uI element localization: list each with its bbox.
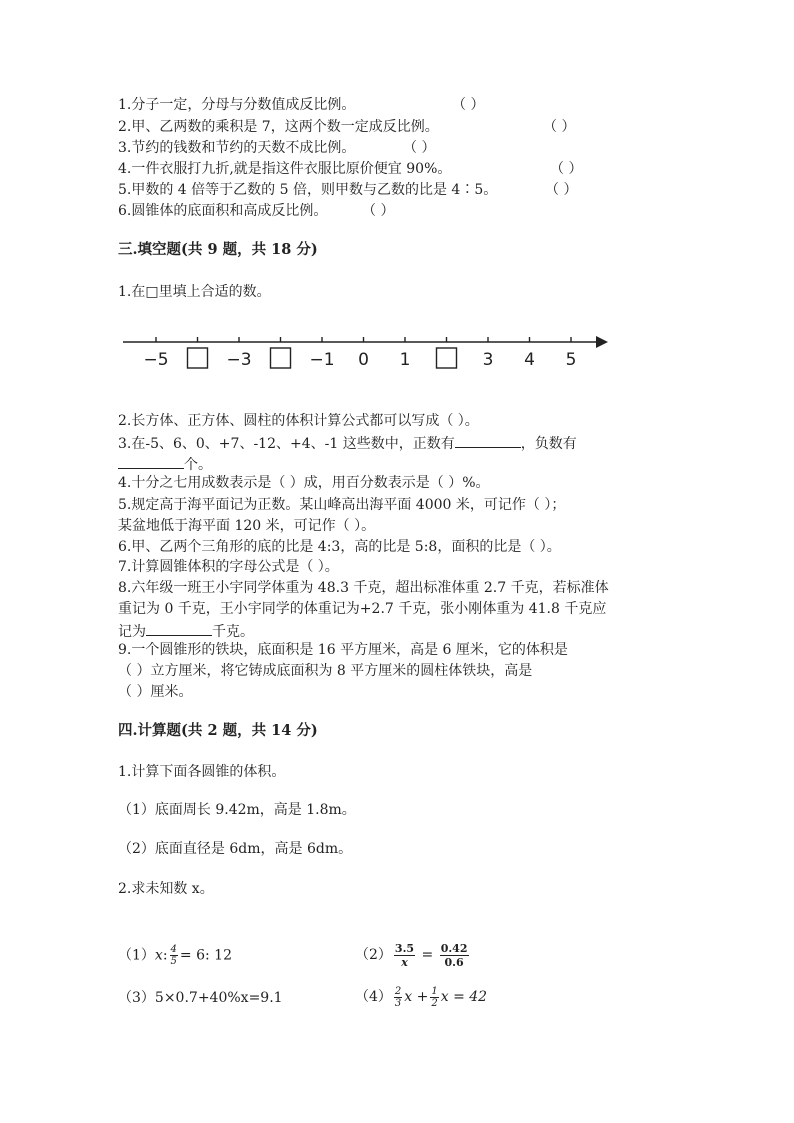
equation-label: （2） — [355, 947, 392, 963]
fraction-numerator: 4 — [170, 944, 177, 955]
fraction-denominator: x — [401, 955, 408, 969]
fraction-denominator: 3 — [394, 997, 402, 1009]
number-line-label: −1 — [309, 350, 335, 370]
fraction-denominator: 2 — [431, 997, 438, 1009]
fill-q3-text-b: ，负数有 — [520, 436, 577, 452]
number-line-answer-box[interactable] — [437, 348, 457, 368]
fraction-3.5-x — [394, 942, 415, 969]
judge-text: 3.节约的钱数和节约的天数不成比例。 — [118, 140, 356, 156]
judge-paren-5[interactable]: （ ） — [545, 182, 578, 198]
judge-text: 2.甲、乙两数的乘积是 7，这两个数一定成反比例。 — [118, 119, 439, 135]
number-line-arrow — [596, 336, 608, 348]
number-line-label: 3 — [482, 350, 494, 370]
equation-term-1: x + — [404, 989, 429, 1005]
equation-label: （4） — [355, 989, 392, 1005]
number-line-label: −5 — [143, 350, 169, 370]
fraction-numerator: 3.5 — [394, 941, 415, 955]
judge-paren-1[interactable]: （ ） — [452, 97, 485, 113]
judge-paren-2[interactable]: （ ） — [543, 119, 576, 135]
fraction-1-2 — [430, 986, 438, 1009]
judge-item-5 — [118, 181, 497, 199]
judge-text: 1.分子一定，分母与分数值成反比例。 — [118, 97, 356, 113]
equation-var: x — [154, 947, 163, 964]
fill-q3-blank-positive[interactable] — [455, 433, 521, 448]
number-line — [118, 330, 618, 380]
equation-label: （1） — [118, 947, 155, 964]
calc-q1-1: （1）底面周长 9.42m，高是 1.8m。 — [118, 802, 356, 818]
fill-q3-text-c: 个。 — [184, 457, 212, 473]
fill-q3 — [118, 433, 577, 453]
fraction-0.42-0.6 — [440, 942, 469, 969]
equation-rest: = 6: 12 — [179, 947, 232, 964]
calc-section-heading: 四.计算题(共 2 题，共 14 分) — [118, 722, 318, 739]
calc-q1: 1.计算下面各圆锥的体积。 — [118, 764, 286, 780]
fill-q8-line1: 8.六年级一班王小宇同学体重为 48.3 千克，超出标准体重 2.7 千克，若标准体 — [118, 580, 609, 596]
calc-q1-2: （2）底面直径是 6dm，高是 6dm。 — [118, 841, 353, 857]
equation-3 — [118, 989, 283, 1007]
judge-item-3 — [118, 139, 355, 157]
equation-text: 5×0.7+40%x=9.1 — [154, 990, 283, 1006]
fill-q9-line2: （ ）立方厘米，将它铸成底面积为 8 平方厘米的圆柱体铁块，高是 — [118, 663, 533, 679]
judge-paren-4[interactable]: （ ） — [550, 161, 583, 177]
fill-q2: 2.长方体、正方体、圆柱的体积计算公式都可以写成（ ）。 — [118, 413, 479, 429]
fill-q3-line2 — [118, 454, 212, 474]
fill-q8-line2: 重记为 0 千克，王小宇同学的体重记为+2.7 千克，张小刚体重为 41.8 千克应 — [118, 601, 607, 617]
fill-q8-blank[interactable] — [146, 621, 212, 636]
number-line-label: 5 — [565, 350, 577, 370]
judge-paren-6[interactable]: （ ） — [362, 203, 395, 219]
equation-2 — [355, 940, 471, 970]
judge-paren-3[interactable]: （ ） — [403, 140, 436, 156]
fill-q9-line3: （ ）厘米。 — [118, 684, 193, 700]
fill-q5-line2: 某盆地低于海平面 120 米，可记作（ ）。 — [118, 518, 376, 534]
equation-colon: : — [162, 947, 168, 964]
number-line-label: 0 — [358, 350, 369, 370]
equation-1 — [118, 944, 232, 967]
judge-item-4 — [118, 160, 451, 178]
number-line-label: 4 — [524, 350, 535, 370]
equation-label: （3） — [118, 990, 155, 1006]
judge-item-1 — [118, 96, 355, 114]
number-line-answer-box[interactable] — [188, 348, 208, 368]
fill-q7: 7.计算圆锥体积的字母公式是（ ）。 — [118, 559, 339, 575]
fill-section-heading: 三.填空题(共 9 题，共 18 分) — [118, 241, 318, 258]
equation-4 — [355, 985, 487, 1009]
judge-item-6 — [118, 202, 327, 220]
fraction-4-5 — [170, 944, 178, 967]
fill-q3-text-a: 3.在-5、6、0、+7、-12、+4、-1 这些数中，正数有 — [118, 436, 455, 452]
judge-text: 5.甲数的 4 倍等于乙数的 5 倍，则甲数与乙数的比是 4∶5。 — [118, 182, 498, 198]
judge-item-2 — [118, 118, 439, 136]
calc-q2: 2.求未知数 x。 — [118, 881, 214, 897]
fill-q3-blank-negative[interactable] — [118, 454, 184, 469]
fill-q8-line3 — [118, 621, 254, 641]
equation-term-2: x = 42 — [440, 989, 488, 1005]
fill-q4: 4.十分之七用成数表示是（ ）成，用百分数表示是（ ）%。 — [118, 475, 490, 491]
fraction-denominator: 0.6 — [444, 955, 464, 969]
fraction-numerator: 2 — [394, 985, 402, 997]
judge-text: 4.一件衣服打九折,就是指这件衣服比原价便宜 90%。 — [118, 161, 452, 177]
fraction-2-3 — [394, 986, 402, 1009]
fill-q6: 6.甲、乙两个三角形的底的比是 4:3，高的比是 5:8，面积的比是（ ）。 — [118, 539, 561, 555]
judge-text: 6.圆锥体的底面积和高成反比例。 — [118, 203, 328, 219]
number-line-label: −3 — [226, 350, 252, 370]
fraction-denominator: 5 — [170, 956, 177, 967]
fill-q5-line1: 5.规定高于海平面记为正数。某山峰高出海平面 4000 米，可记作（ ）； — [118, 497, 566, 513]
equation-equals: = — [421, 947, 434, 963]
number-line-label: 1 — [399, 350, 411, 370]
fill-q9-line1: 9.一个圆锥形的铁块，底面积是 16 平方厘米，高是 6 厘米，它的体积是 — [118, 642, 568, 658]
fill-q1: 1.在□里填上合适的数。 — [118, 284, 271, 300]
fill-q8-text-b: 千克。 — [212, 624, 254, 640]
fraction-numerator: 0.42 — [440, 941, 468, 955]
fill-q8-text-a: 记为 — [118, 624, 146, 640]
number-line-answer-box[interactable] — [271, 348, 291, 368]
fraction-numerator: 1 — [431, 985, 438, 997]
